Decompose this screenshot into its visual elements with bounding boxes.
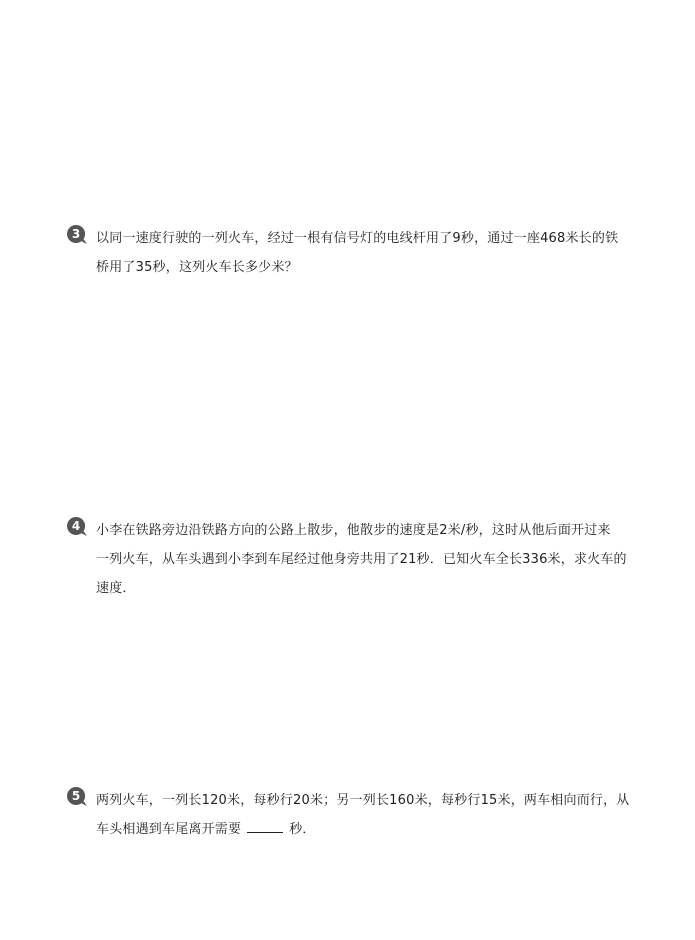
problem-line: 以同一速度行驶的一列火车，经过一根有信号灯的电线杆用了9秒，通过一座468米长的铁 bbox=[96, 231, 619, 246]
blank-suffix-text: 秒． bbox=[289, 822, 316, 837]
problem-text bbox=[96, 516, 626, 603]
problem-line: 一列火车，从车头遇到小李到车尾经过他身旁共用了21秒．已知火车全长336米，求火车的 bbox=[96, 552, 627, 567]
problem-number: 4 bbox=[71, 519, 81, 533]
problem-text bbox=[96, 224, 626, 282]
problem-line: 桥用了35秒，这列火车长多少米？ bbox=[96, 260, 298, 275]
blank-prefix-text: 车头相遇到车尾离开需要 bbox=[96, 822, 242, 837]
problem-number: 3 bbox=[71, 227, 81, 241]
problem-text bbox=[96, 786, 630, 844]
problem-number-badge bbox=[66, 224, 88, 246]
problem-line: 两列火车，一列长120米，每秒行20米；另一列长160米，每秒行15米，两车相向而行，从 bbox=[96, 793, 630, 808]
answer-blank[interactable] bbox=[247, 818, 283, 833]
problem-number-badge bbox=[66, 786, 88, 808]
problem-line-with-blank bbox=[96, 815, 626, 844]
problem-line: 速度． bbox=[96, 581, 136, 596]
problem-number-badge bbox=[66, 516, 88, 538]
problem-number: 5 bbox=[71, 789, 81, 803]
problem-line: 小李在铁路旁边沿铁路方向的公路上散步，他散步的速度是2米/秒，这时从他后面开过来 bbox=[96, 523, 611, 538]
